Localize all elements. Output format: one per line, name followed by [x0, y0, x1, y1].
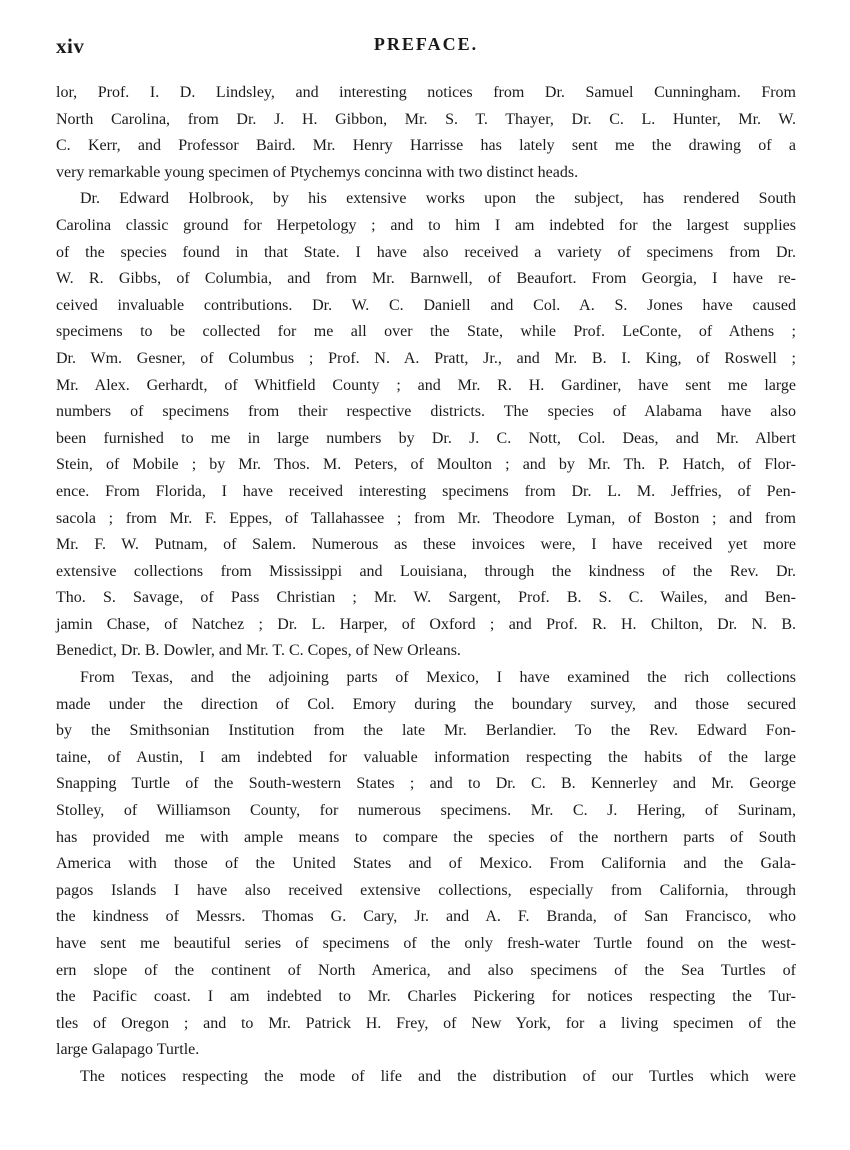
text-line: ern slope of the continent of North America, and also specimens of the Sea Turtles of — [56, 961, 796, 979]
text-line: sacola ; from Mr. F. Eppes, of Tallahassee ; from Mr. Theodore Lyman, of Boston ; and from — [56, 509, 796, 527]
text-line: Mr. Alex. Gerhardt, of Whitfield County ; and Mr. R. H. Gardiner, have sent me large — [56, 376, 796, 394]
text-line: Dr. Wm. Gesner, of Columbus ; Prof. N. A. Pratt, Jr., and Mr. B. I. King, of Roswell ; — [56, 349, 796, 367]
text-line: been furnished to me in large numbers by Dr. J. C. Nott, Col. Deas, and Mr. Albert — [56, 429, 796, 447]
text-line: lor, Prof. I. D. Lindsley, and interesting notices from Dr. Samuel Cunningham. From — [56, 84, 796, 101]
text-line: ceived invaluable contributions. Dr. W. C. Daniell and Col. A. S. Jones have caused — [56, 296, 796, 314]
text-line: C. Kerr, and Professor Baird. Mr. Henry Harrisse has lately sent me the drawing of a — [56, 137, 796, 155]
text-line: of the species found in that State. I have also received a variety of specimens from Dr. — [56, 243, 796, 261]
text-line: Dr. Edward Holbrook, by his extensive works upon the subject, has rendered South — [80, 190, 796, 208]
text-line: pagos Islands I have also received extensive collections, especially from California, through — [56, 881, 796, 899]
text-line: W. R. Gibbs, of Columbia, and from Mr. Barnwell, of Beaufort. From Georgia, I have re- — [56, 270, 796, 288]
text-line: very remarkable young specimen of Ptychemys concinna with two distinct heads. — [56, 163, 579, 181]
text-line: From Texas, and the adjoining parts of Mexico, I have examined the rich collections — [80, 669, 796, 687]
text-line: have sent me beautiful series of specimens of the only fresh-water Turtle found on the west- — [56, 935, 796, 952]
text-line: Stein, of Mobile ; by Mr. Thos. M. Peters, of Moulton ; and by Mr. Th. P. Hatch, of Flor- — [56, 456, 796, 474]
text-line: taine, of Austin, I am indebted for valuable information respecting the habits of the large — [56, 748, 796, 766]
running-title: PREFACE. — [373, 34, 479, 54]
text-line: ence. From Florida, I have received interesting specimens from Dr. L. M. Jeffries, of Pen- — [56, 482, 796, 500]
paragraph — [56, 80, 796, 186]
text-line: extensive collections from Mississippi and Louisiana, through the kindness of the Rev. Dr. — [56, 562, 796, 580]
text-line: tles of Oregon ; and to Mr. Patrick H. Frey, of New York, for a living specimen of the — [56, 1014, 796, 1032]
body-text — [56, 80, 796, 1091]
text-line: has provided me with ample means to compare the species of the northern parts of South — [56, 828, 796, 846]
paragraph — [56, 186, 796, 665]
text-line: the Pacific coast. I am indebted to Mr. Charles Pickering for notices respecting the Tur- — [56, 988, 796, 1006]
text-line: Benedict, Dr. B. Dowler, and Mr. T. C. Copes, of New Orleans. — [56, 642, 461, 660]
text-line: Carolina classic ground for Herpetology ; and to him I am indebted for the largest supplies — [56, 216, 796, 234]
text-line: numbers of specimens from their respective districts. The species of Alabama have also — [56, 403, 796, 421]
text-line: Stolley, of Williamson County, for numerous specimens. Mr. C. J. Hering, of Surinam, — [56, 802, 796, 820]
text-line: Snapping Turtle of the South-western States ; and to Dr. C. B. Kennerley and Mr. George — [56, 775, 796, 793]
paragraph — [56, 665, 796, 1064]
running-head — [56, 34, 796, 58]
text-line: America with those of the United States and of Mexico. From California and the Gala- — [56, 855, 796, 873]
text-line: Tho. S. Savage, of Pass Christian ; Mr. W. Sargent, Prof. B. S. C. Wailes, and Ben- — [56, 589, 796, 607]
paragraph — [56, 1064, 796, 1091]
text-line: specimens to be collected for me all over the State, while Prof. LeConte, of Athens ; — [56, 323, 796, 341]
text-line: by the Smithsonian Institution from the late Mr. Berlandier. To the Rev. Edward Fon- — [56, 722, 796, 740]
text-line: jamin Chase, of Natchez ; Dr. L. Harper, of Oxford ; and Prof. R. H. Chilton, Dr. N. B. — [56, 615, 796, 633]
text-line: North Carolina, from Dr. J. H. Gibbon, Mr. S. T. Thayer, Dr. C. L. Hunter, Mr. W. — [56, 110, 796, 128]
text-line: the kindness of Messrs. Thomas G. Cary, Jr. and A. F. Branda, of San Francisco, who — [56, 908, 796, 926]
text-line: made under the direction of Col. Emory during the boundary survey, and those secured — [56, 695, 796, 713]
text-line: large Galapago Turtle. — [56, 1041, 200, 1059]
text-line: The notices respecting the mode of life and the distribution of our Turtles which were — [80, 1067, 796, 1085]
page-number: xiv — [56, 34, 85, 58]
text-line: Mr. F. W. Putnam, of Salem. Numerous as these invoices were, I have received yet more — [56, 536, 796, 554]
